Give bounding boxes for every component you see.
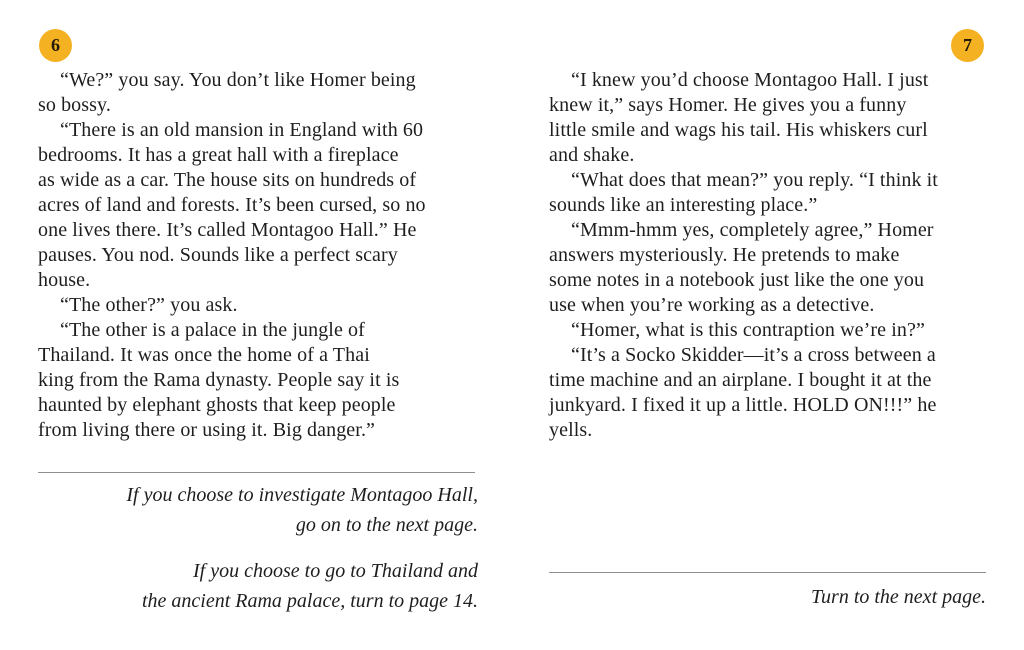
right-page-body: [549, 68, 991, 443]
page-number-right: 7: [963, 35, 972, 55]
paragraph: [549, 168, 991, 218]
paragraph: [549, 68, 991, 168]
choice-divider-left: [38, 472, 475, 473]
text-line: and shake.: [549, 144, 635, 166]
text-line: as wide as a car. The house sits on hundreds of: [38, 169, 417, 191]
text-line: “The other?” you ask.: [60, 294, 238, 316]
text-line: time machine and an airplane. I bought it at the: [549, 369, 932, 391]
text-line: “What does that mean?” you reply. “I think it: [571, 169, 938, 191]
choice-instruction: [38, 480, 478, 540]
choice-line: go on to the next page.: [295, 514, 478, 536]
paragraph: [38, 68, 480, 118]
text-line: house.: [38, 269, 91, 291]
text-line: yells.: [549, 419, 593, 441]
page-number-badge-left: [39, 29, 72, 62]
paragraph: [549, 218, 991, 318]
turn-page-instruction: [549, 582, 986, 612]
text-line: one lives there. It’s called Montagoo Hall.” He: [38, 219, 417, 241]
text-line: Thailand. It was once the home of a Thai: [38, 344, 370, 366]
text-line: answers mysteriously. He pretends to make: [549, 244, 900, 266]
paragraph: [38, 293, 480, 318]
text-line: use when you’re working as a detective.: [549, 294, 875, 316]
text-line: some notes in a notebook just like the one you: [549, 269, 925, 291]
left-page-body: [38, 68, 480, 443]
choice-line: Turn to the next page.: [811, 586, 986, 608]
text-line: “Mmm-hmm yes, completely agree,” Homer: [571, 219, 934, 241]
text-line: junkyard. I fixed it up a little. HOLD ON!!!” he: [549, 394, 937, 416]
choice-instructions: [38, 480, 478, 632]
text-line: “Homer, what is this contraption we’re in?”: [571, 319, 925, 341]
choice-instruction: [38, 556, 478, 616]
text-line: “We?” you say. You don’t like Homer being: [60, 69, 416, 91]
text-line: so bossy.: [38, 94, 111, 116]
page-number-badge-right: [951, 29, 984, 62]
choice-line: If you choose to investigate Montagoo Hall,: [126, 484, 478, 506]
text-line: bedrooms. It has a great hall with a fireplace: [38, 144, 399, 166]
choice-line: the ancient Rama palace, turn to page 14.: [141, 590, 478, 612]
text-line: “It’s a Socko Skidder—it’s a cross between a: [571, 344, 936, 366]
text-line: sounds like an interesting place.”: [549, 194, 818, 216]
text-line: from living there or using it. Big danger.”: [38, 419, 376, 441]
text-line: king from the Rama dynasty. People say it is: [38, 369, 400, 391]
footer-divider-right: [549, 572, 986, 573]
text-line: “I knew you’d choose Montagoo Hall. I just: [571, 69, 929, 91]
paragraph: [549, 318, 991, 343]
page-number-left: 6: [51, 35, 60, 55]
paragraph: [38, 118, 480, 293]
paragraph: [549, 343, 991, 443]
text-line: acres of land and forests. It’s been cursed, so no: [38, 194, 426, 216]
paragraph: [38, 318, 480, 443]
text-line: pauses. You nod. Sounds like a perfect scary: [38, 244, 398, 266]
text-line: “The other is a palace in the jungle of: [60, 319, 365, 341]
text-line: little smile and wags his tail. His whiskers curl: [549, 119, 928, 141]
text-line: knew it,” says Homer. He gives you a funny: [549, 94, 907, 116]
text-line: “There is an old mansion in England with 60: [60, 119, 424, 141]
choice-line: If you choose to go to Thailand and: [193, 560, 478, 582]
text-line: haunted by elephant ghosts that keep people: [38, 394, 396, 416]
